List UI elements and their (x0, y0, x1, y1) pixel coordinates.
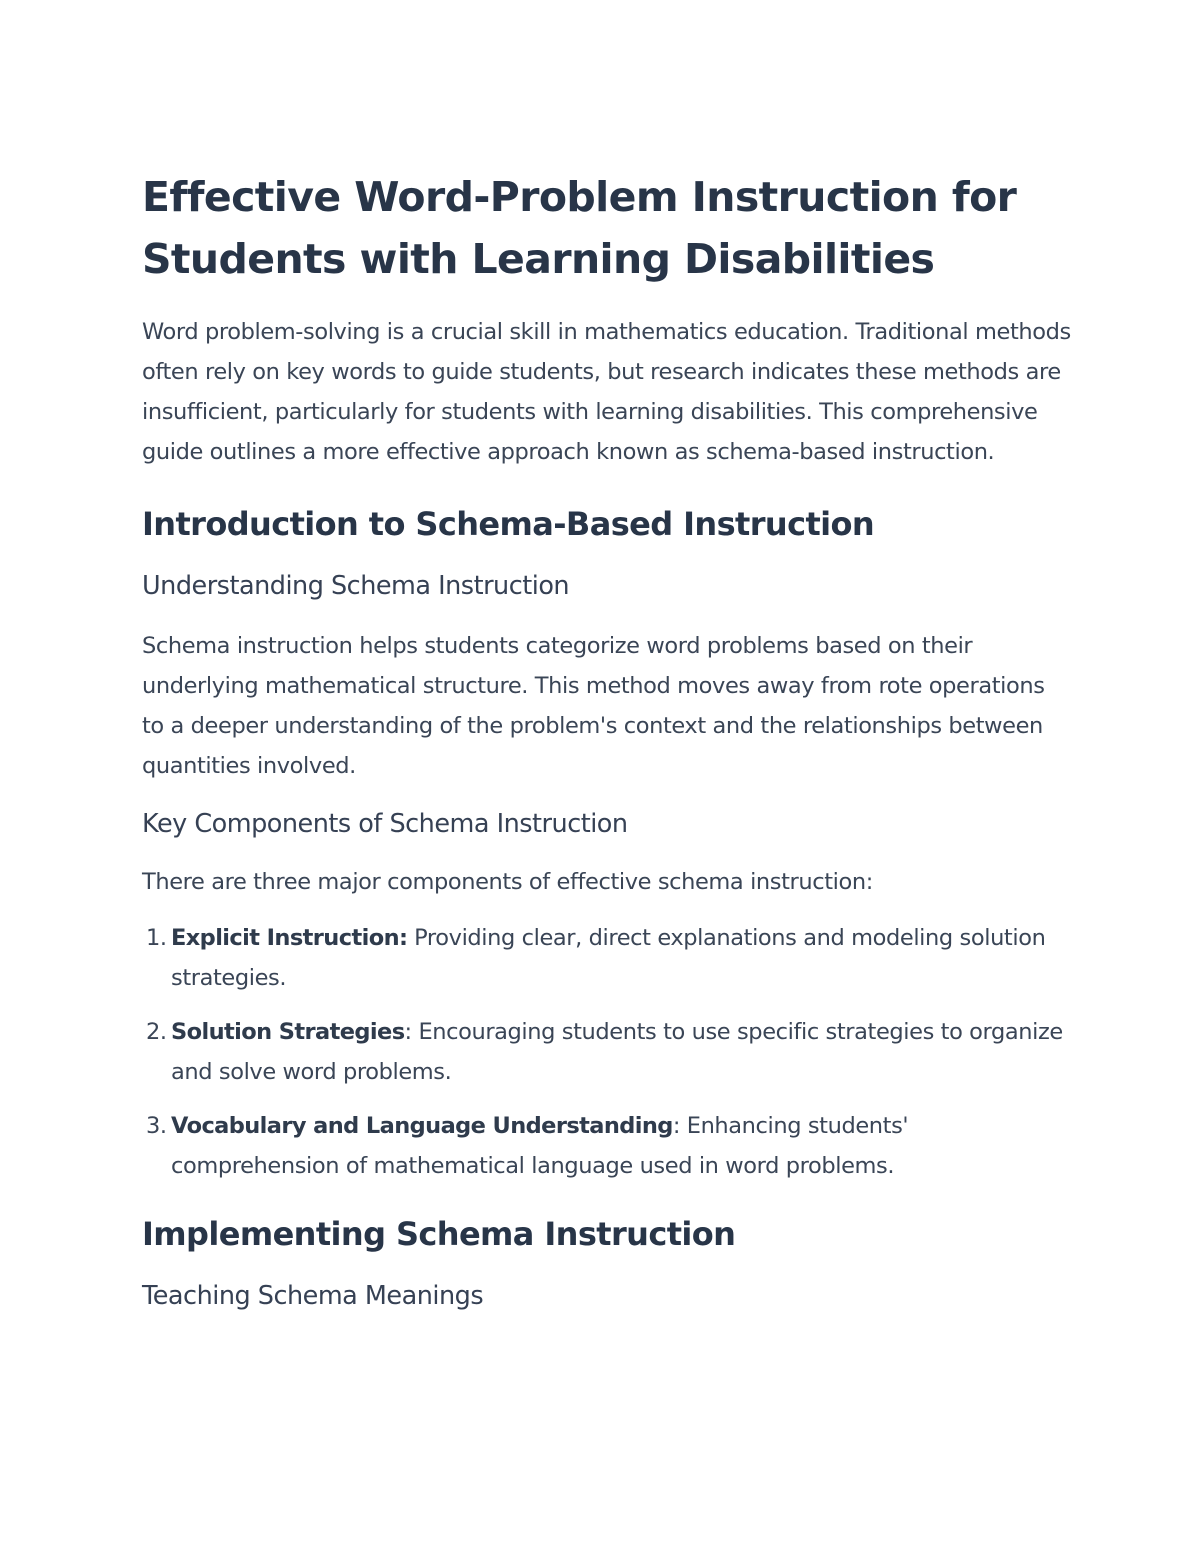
section-heading-implementing: Implementing Schema Instruction (142, 1215, 736, 1253)
document-page (142, 166, 1072, 1314)
components-lead-paragraph: There are three major components of effective schema instruction: (142, 869, 873, 895)
list-number: 3. (146, 1113, 167, 1139)
list-term: Explicit Instruction (171, 925, 399, 951)
document-title: Effective Word-Problem Instruction for Students with Learning Disabilities (142, 173, 1017, 283)
list-item (142, 1012, 1072, 1092)
section-heading-introduction: Introduction to Schema-Based Instruction (142, 505, 875, 543)
list-item (142, 1106, 1072, 1186)
list-number: 2. (146, 1019, 167, 1045)
list-item (142, 918, 1072, 998)
list-term: Solution Strategies (171, 1019, 405, 1045)
list-term-separator: : (672, 1113, 680, 1139)
list-term: Vocabulary and Language Understanding (171, 1113, 673, 1139)
list-description: Providing clear, direct explanations and modeling solution strategies. (171, 925, 1046, 991)
schema-paragraph: Schema instruction helps students categorize word problems based on their underlying mathematical structure. This method moves away from rote operations to a deeper understanding of the problem's context and the relationships between quantities involved. (142, 633, 1045, 779)
components-list (142, 918, 1072, 1186)
list-description: Encouraging students to use specific strategies to organize and solve word problems. (171, 1019, 1063, 1085)
list-term-separator: : (399, 925, 408, 951)
intro-paragraph: Word problem-solving is a crucial skill in mathematics education. Traditional methods often rely on key words to guide students, but research indicates these methods are insufficient, particularly for students with learning disabilities. This comprehensive guide outlines a more effective approach known as schema-based instruction. (142, 319, 1071, 465)
subheading-understanding-schema: Understanding Schema Instruction (142, 571, 570, 601)
subheading-key-components: Key Components of Schema Instruction (142, 809, 628, 839)
subheading-teaching-schema-meanings: Teaching Schema Meanings (142, 1281, 484, 1311)
list-description: Enhancing students' comprehension of mathematical language used in word problems. (171, 1113, 909, 1179)
list-term-separator: : (404, 1019, 412, 1045)
list-number: 1. (146, 925, 167, 951)
